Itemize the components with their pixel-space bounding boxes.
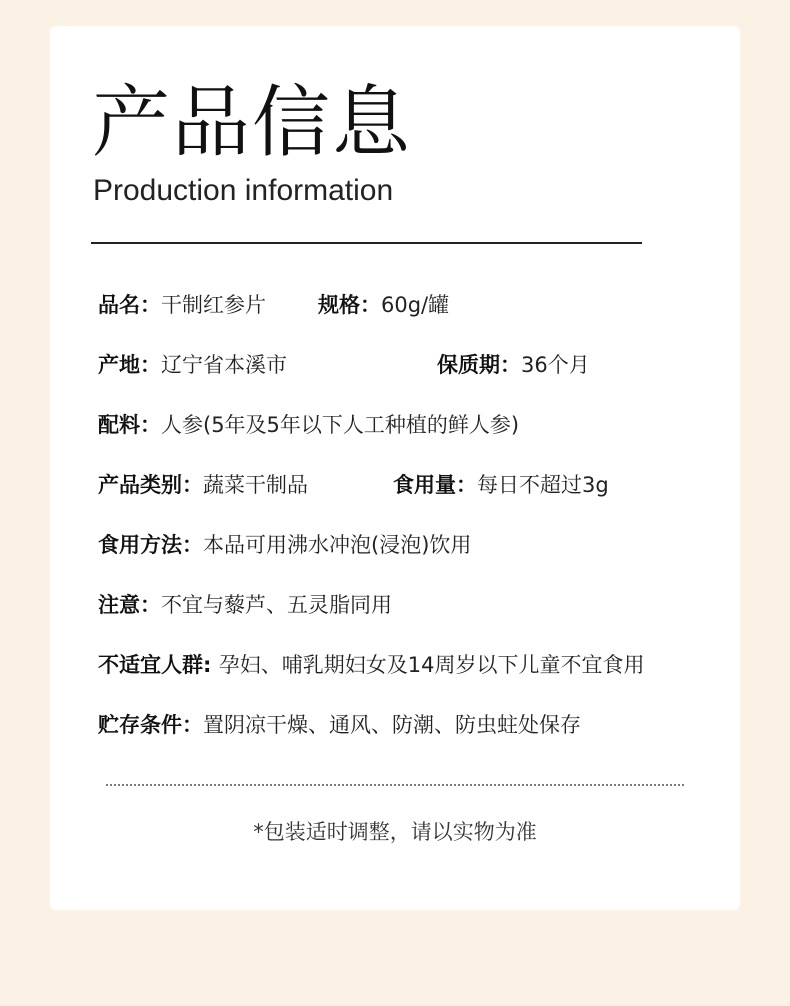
- ingredients-label: 配料：: [98, 413, 161, 437]
- page-subtitle: Production information: [93, 174, 394, 207]
- caution-value: 不宜与藜芦、五灵脂同用: [161, 593, 392, 617]
- dotted-divider: [106, 784, 684, 786]
- method-label: 食用方法：: [98, 533, 203, 557]
- storage-value: 置阴凉干燥、通风、防潮、防虫蛀处保存: [203, 713, 581, 737]
- caution-label: 注意：: [98, 593, 161, 617]
- row-caution: [98, 595, 392, 616]
- category-value: 蔬菜干制品: [203, 473, 308, 497]
- method-value: 本品可用沸水冲泡(浸泡)饮用: [203, 533, 472, 557]
- shelf-group: [437, 355, 590, 376]
- spec-value: 60g/罐: [381, 293, 450, 317]
- footnote: *包装适时调整，请以实物为准: [253, 820, 537, 844]
- row-method: [98, 535, 471, 556]
- product-info-card: [50, 26, 740, 910]
- shelf-value: 36个月: [521, 353, 590, 377]
- row-name-spec: [98, 293, 450, 317]
- row-unsuitable: [98, 655, 644, 676]
- storage-label: 贮存条件：: [98, 713, 203, 737]
- name-label: 品名：: [98, 293, 161, 317]
- unsuitable-value: 孕妇、哺乳期妇女及14周岁以下儿童不宜食用: [218, 653, 645, 677]
- row-origin-shelf: [98, 353, 590, 377]
- title-divider: [91, 242, 642, 244]
- dosage-group: [393, 475, 609, 496]
- row-category-dosage: [98, 473, 609, 497]
- origin-label: 产地：: [98, 353, 161, 377]
- row-storage: [98, 715, 581, 736]
- name-value: 干制红参片: [161, 293, 266, 317]
- unsuitable-label: 不适宜人群:: [98, 653, 219, 677]
- dosage-label: 食用量：: [393, 473, 477, 497]
- shelf-label: 保质期：: [437, 353, 521, 377]
- origin-value: 辽宁省本溪市: [161, 353, 287, 377]
- spec-label: 规格：: [318, 293, 381, 317]
- dosage-value: 每日不超过3g: [477, 473, 609, 497]
- ingredients-value: 人参(5年及5年以下人工种植的鲜人参): [161, 413, 520, 437]
- page-title: 产品信息: [92, 78, 413, 168]
- category-label: 产品类别：: [98, 473, 203, 497]
- row-ingredients: [98, 415, 519, 436]
- spec-group: [318, 295, 449, 316]
